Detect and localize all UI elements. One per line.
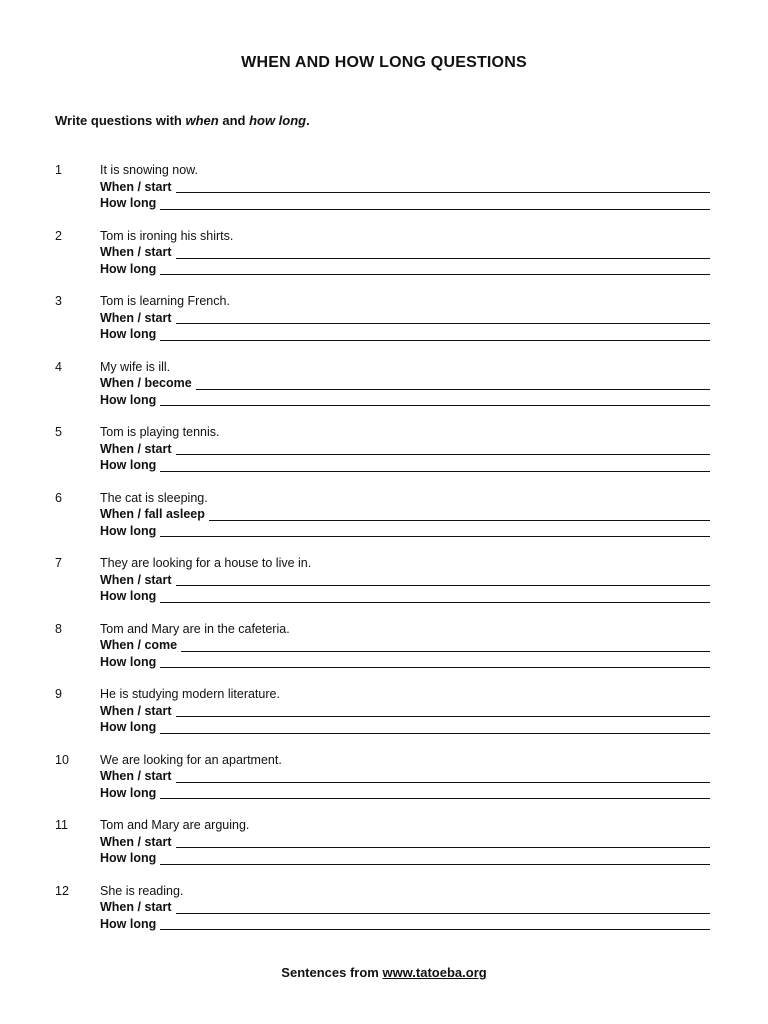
when-answer-line[interactable] (176, 769, 710, 783)
instructions-how-long: how long (249, 113, 307, 128)
when-answer-line[interactable] (176, 310, 710, 324)
item-sentence: Tom is ironing his shirts. (100, 228, 234, 243)
when-answer-line[interactable] (176, 834, 710, 848)
when-prompt: When / fall asleep (100, 507, 205, 521)
how-long-prompt: How long (100, 523, 157, 538)
when-answer-line[interactable] (176, 900, 710, 914)
item-sentence: They are looking for a house to live in. (100, 556, 312, 570)
exercise-item (55, 490, 715, 556)
how-long-prompt: How long (100, 196, 157, 210)
item-number: 11 (55, 818, 68, 832)
when-prompt: When / come (100, 638, 178, 652)
when-prompt: When / start (100, 245, 172, 259)
item-number: 6 (55, 490, 62, 505)
footer-credit (0, 965, 768, 980)
how-long-answer-line[interactable] (160, 523, 710, 537)
how-long-prompt: How long (100, 589, 157, 603)
exercise-item (55, 228, 715, 294)
how-long-answer-line[interactable] (160, 458, 710, 472)
how-long-answer-line[interactable] (160, 261, 710, 275)
when-prompt: When / start (100, 900, 172, 914)
exercise-item (55, 686, 715, 752)
exercise-item (55, 293, 715, 359)
exercise-item (55, 359, 715, 425)
how-long-answer-line[interactable] (160, 785, 710, 799)
how-long-prompt: How long (100, 916, 157, 931)
item-number: 2 (55, 228, 62, 243)
when-answer-line[interactable] (176, 572, 710, 586)
page-title: WHEN AND HOW LONG QUESTIONS (241, 54, 527, 71)
instructions-and: and (218, 113, 250, 128)
item-number: 12 (55, 883, 69, 898)
how-long-answer-line[interactable] (160, 720, 710, 734)
when-answer-line[interactable] (176, 703, 710, 717)
when-prompt: When / start (100, 441, 172, 456)
item-sentence: She is reading. (100, 883, 184, 898)
how-long-answer-line[interactable] (160, 916, 710, 930)
when-answer-line[interactable] (176, 179, 710, 193)
how-long-answer-line[interactable] (160, 654, 710, 668)
when-answer-line[interactable] (176, 245, 710, 259)
item-sentence: We are looking for an apartment. (100, 752, 282, 767)
instructions-period: . (306, 113, 310, 128)
instructions (55, 113, 310, 128)
item-number: 3 (55, 294, 62, 308)
item-number: 9 (55, 687, 62, 701)
exercise-list (55, 162, 715, 948)
item-sentence: Tom is playing tennis. (100, 425, 220, 439)
item-number: 1 (55, 163, 62, 177)
when-prompt: When / become (100, 376, 192, 390)
how-long-prompt: How long (100, 458, 157, 472)
item-sentence: Tom and Mary are arguing. (100, 818, 250, 832)
item-number: 4 (55, 359, 62, 374)
when-prompt: When / start (100, 310, 172, 325)
how-long-prompt: How long (100, 261, 157, 276)
when-answer-line[interactable] (209, 507, 710, 521)
tatoeba-link[interactable]: www.tatoeba.org (382, 965, 487, 980)
how-long-prompt: How long (100, 851, 157, 865)
item-sentence: Tom and Mary are in the cafeteria. (100, 621, 290, 636)
when-answer-line[interactable] (196, 376, 710, 390)
how-long-answer-line[interactable] (160, 196, 710, 210)
item-number: 7 (55, 556, 62, 570)
when-answer-line[interactable] (181, 638, 710, 652)
item-number: 8 (55, 621, 62, 636)
when-prompt: When / start (100, 834, 172, 849)
how-long-answer-line[interactable] (160, 851, 710, 865)
exercise-item (55, 424, 715, 490)
how-long-answer-line[interactable] (160, 392, 710, 406)
how-long-prompt: How long (100, 392, 157, 407)
how-long-answer-line[interactable] (160, 589, 710, 603)
exercise-item (55, 883, 715, 949)
item-sentence: He is studying modern literature. (100, 687, 280, 701)
how-long-answer-line[interactable] (160, 327, 710, 341)
item-sentence: My wife is ill. (100, 359, 171, 374)
item-sentence: Tom is learning French. (100, 294, 230, 308)
how-long-prompt: How long (100, 327, 157, 341)
exercise-item (55, 162, 715, 228)
exercise-item (55, 621, 715, 687)
item-number: 5 (55, 425, 62, 439)
exercise-item (55, 817, 715, 883)
how-long-prompt: How long (100, 785, 157, 800)
exercise-item (55, 555, 715, 621)
how-long-prompt: How long (100, 720, 157, 734)
exercise-item (55, 752, 715, 818)
item-sentence: The cat is sleeping. (100, 490, 208, 505)
item-sentence: It is snowing now. (100, 163, 198, 177)
instructions-text: Write questions with (55, 113, 186, 128)
when-prompt: When / start (100, 572, 172, 587)
when-prompt: When / start (100, 703, 172, 718)
when-prompt: When / start (100, 179, 172, 194)
item-number: 10 (55, 752, 69, 767)
footer-prefix: Sentences from (281, 965, 383, 980)
when-answer-line[interactable] (176, 441, 710, 455)
when-prompt: When / start (100, 769, 172, 783)
instructions-when: when (185, 113, 219, 128)
how-long-prompt: How long (100, 654, 157, 669)
